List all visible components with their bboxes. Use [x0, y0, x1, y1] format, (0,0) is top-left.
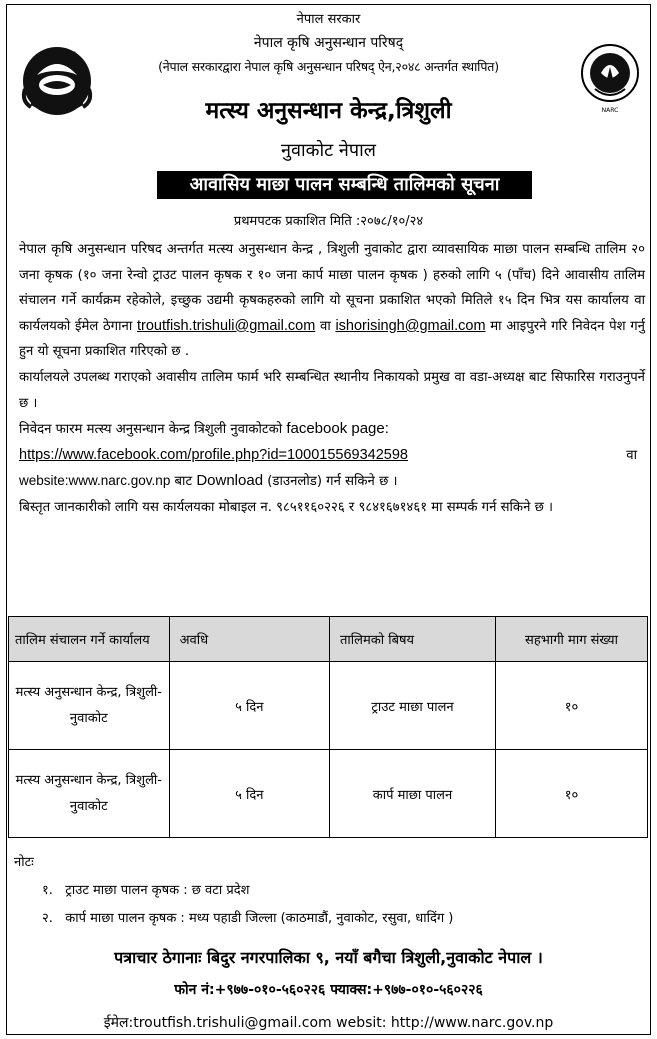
gov-line: नेपाल सरकार: [296, 12, 361, 27]
narc-label: NARC: [601, 107, 619, 114]
paragraph-3-end: (डाउनलोड) गर्न सकिने छ ।: [267, 474, 398, 490]
paragraph-1-end: मा आइपुरने गरि निवेदन पेश गर्नु हुन यो सूचना प्रकाशित गरिएको छ .: [19, 318, 645, 360]
cell-duration: ५ दिन: [169, 750, 329, 838]
header-subject: तालिमको बिषय: [330, 617, 496, 662]
cell-office: मत्स्य अनुसन्धान केन्द्र, त्रिशुली-नुवाकोट: [9, 750, 170, 838]
note-item: २. कार्प माछा पालन कृषक : मध्य पहाडी जिल्ला (काठमाडौं, नुवाकोट, रसुवा, धादिंग ): [42, 911, 454, 926]
footer-address: पत्राचार ठेगानाः बिदुर नगरपालिका ९, नयाँ बगैचा त्रिशुली,नुवाकोट नेपाल ।: [114, 948, 543, 967]
table-row: [9, 750, 648, 838]
facebook-page-label: facebook page:: [286, 420, 389, 438]
notes-label: नोटः: [14, 855, 34, 870]
establishment-line: (नेपाल सरकारद्वारा नेपाल कृषि अनुसन्धान परिषद् ऐन,२०४८ अन्तर्गत स्थापित): [158, 59, 499, 74]
paragraph-1: [19, 237, 645, 365]
publish-date: प्रथमपटक प्रकाशित मिति :२०७८/१०/२४: [233, 214, 424, 229]
cell-participants: १०: [495, 662, 647, 750]
paragraph-1-text: नेपाल कृषि अनुसन्धान परिषद अन्तर्गत मत्स्य अनुसन्धान केन्द्र , त्रिशुली नुवाकोट द्वारा व्यावसायिक माछा पालन सम्बन्धि तालिम २० जना कृषक (१० जना रेन्वो ट्राउट पालन कृषक र १० जना कार्प माछा पालन कृषक ) हरुको लागि ५ (पाँच) दिने आवासीय तालिम संचालन गर्ने कार्यक्रम रहेकोले, इच्छुक उद्यमी कृषकहरुको लागि यो सूचना प्रकाशित भएको मितिले १५ दिन भित्र यस कार्यालय वा कार्यलयको ईमेल ठेगाना: [19, 242, 645, 334]
training-table: [8, 616, 648, 838]
footer-phone: फोन नं:+९७७-०१०-५६०२२६ फ्याक्स:+९७७-०१०-५६०२२६: [174, 982, 483, 998]
header-duration: अवधि: [169, 617, 329, 662]
cell-subject: कार्प माछा पालन: [330, 750, 496, 838]
council-line: नेपाल कृषि अनुसन्धान परिषद्: [253, 35, 404, 51]
cell-office: मत्स्य अनुसन्धान केन्द्र, त्रिशुली-नुवाकोट: [9, 662, 170, 750]
location-subtitle: नुवाकोट नेपाल: [280, 140, 377, 161]
paragraph-3: [19, 416, 645, 495]
table-row: [9, 662, 648, 750]
email-link-ishorisingh[interactable]: ishorisingh@gmail.com: [335, 317, 486, 334]
paragraph-1-or: वा: [319, 318, 331, 334]
website-label: website:www.narc.gov.np: [19, 473, 171, 489]
header-participants: सहभागी माग संख्या: [495, 617, 647, 662]
header-office: तालिम संचालन गर्ने कार्यालय: [9, 617, 170, 662]
footer-email-web: ईमेल:troutfish.trishuli@gmail.com websit: http://www.narc.gov.np: [103, 1015, 554, 1031]
cell-participants: १०: [495, 750, 647, 838]
download-label: Download: [196, 472, 264, 490]
email-link-troutfish[interactable]: troutfish.trishuli@gmail.com: [136, 317, 316, 334]
notice-banner: आवासिय माछा पालन सम्बन्धि तालिमको सूचना: [157, 171, 532, 199]
facebook-profile-link[interactable]: https://www.facebook.com/profile.php?id=100015569342598: [19, 446, 408, 463]
paragraph-4: बिस्तृत जानकारीको लागि यस कार्यलयका मोबाइल न. ९८५११६०२२६ र ९८४१६७१४६१ मा सम्पर्क गर्न सकिने छ ।: [19, 499, 554, 515]
cell-duration: ५ दिन: [169, 662, 329, 750]
note-item: १. ट्राउट माछा पालन कृषक : छ वटा प्रदेश: [42, 883, 250, 898]
table-header-row: [9, 617, 648, 662]
paragraph-2: कार्यालयले उपलब्ध गराएको अवासीय तालिम फार्म भरि सम्बन्धित स्थानीय निकायको प्रमुख वा वडा-अध्यक्ष बाट सिफारिस गराउनुपर्ने छ ।: [19, 369, 645, 411]
notes-section: [14, 852, 634, 926]
paragraph-3-from: बाट: [174, 474, 193, 490]
paragraph-3-text: निवेदन फारम मत्स्य अनुसन्धान केन्द्र त्रिशुली नुवाकोटको: [19, 422, 283, 438]
notice-body: [19, 237, 645, 521]
center-title: मत्स्य अनुसन्धान केन्द्र,त्रिशुली: [205, 98, 452, 124]
paragraph-3-or: वा: [626, 447, 637, 463]
cell-subject: ट्राउट माछा पालन: [330, 662, 496, 750]
